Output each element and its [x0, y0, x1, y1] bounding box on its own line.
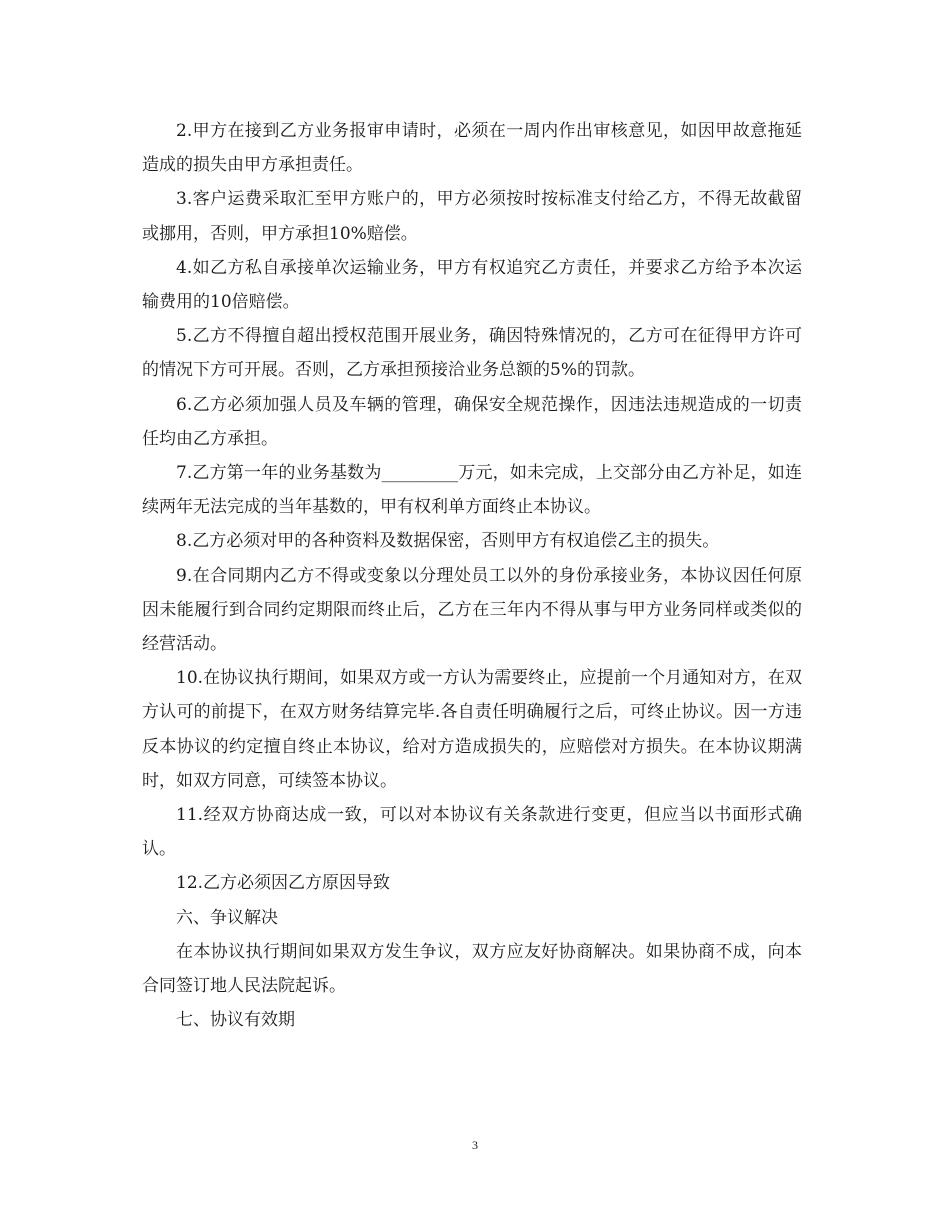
clause-4-paragraph: 4.如乙方私自承接单次运输业务，甲方有权追究乙方责任，并要求乙方给予本次运输费用的10倍赔偿。 — [142, 257, 802, 313]
page-number: 3 — [472, 1138, 478, 1152]
clause-9-paragraph: 9.在合同期内乙方不得或变象以分理处员工以外的身份承接业务，本协议因任何原因未能履行到合同约定期限而终止后，乙方在三年内不得从事与甲方业务同样或类似的经营活动。 — [142, 565, 802, 655]
document-body — [142, 114, 802, 1037]
clause-3-paragraph: 3.客户运费采取汇至甲方账户的，甲方必须按时按标准支付给乙方，不得无故截留或挪用，否则，甲方承担10%赔偿。 — [142, 189, 802, 244]
clause-5-paragraph: 5.乙方不得擅自超出授权范围开展业务，确因特殊情况的，乙方可在征得甲方许可的情况下方可开展。否则，乙方承担预接洽业务总额的5%的罚款。 — [142, 326, 802, 381]
clause-11-paragraph: 11.经双方协商达成一致，可以对本协议有关条款进行变更，但应当以书面形式确认。 — [142, 805, 802, 860]
section-6-heading: 六、争议解决 — [176, 907, 278, 928]
section-7-heading: 七、协议有效期 — [176, 1010, 295, 1031]
clause-7-paragraph: 7.乙方第一年的业务基数为_________万元，如未完成，上交部分由乙方补足，如连续两年无法完成的当年基数的，甲有权利单方面终止本协议。 — [142, 463, 802, 518]
clause-12-paragraph: 12.乙方必须因乙方原因导致 — [176, 873, 391, 894]
clause-10-paragraph: 10.在协议执行期间，如果双方或一方认为需要终止，应提前一个月通知对方，在双方认可的前提下，在双方财务结算完毕.各自责任明确履行之后，可终止协议。因一方违反本协议的约定擅自终止本协议，给对方造成损失的，应赔偿对方损失。在本协议期满时，如双方同意，可续签本协议。 — [142, 668, 802, 791]
clause-8-paragraph: 8.乙方必须对甲的各种资料及数据保密，否则甲方有权追偿乙主的损失。 — [176, 531, 720, 552]
clause-2-paragraph: 2.甲方在接到乙方业务报审申请时，必须在一周内作出审核意见，如因甲故意拖延造成的损失由甲方承担责任。 — [142, 121, 802, 176]
dispute-resolution-paragraph: 在本协议执行期间如果双方发生争议，双方应友好协商解决。如果协商不成，向本合同签订地人民法院起诉。 — [142, 941, 802, 997]
clause-6-paragraph: 6.乙方必须加强人员及车辆的管理，确保安全规范操作，因违法违规造成的一切责任均由乙方承担。 — [142, 394, 802, 449]
